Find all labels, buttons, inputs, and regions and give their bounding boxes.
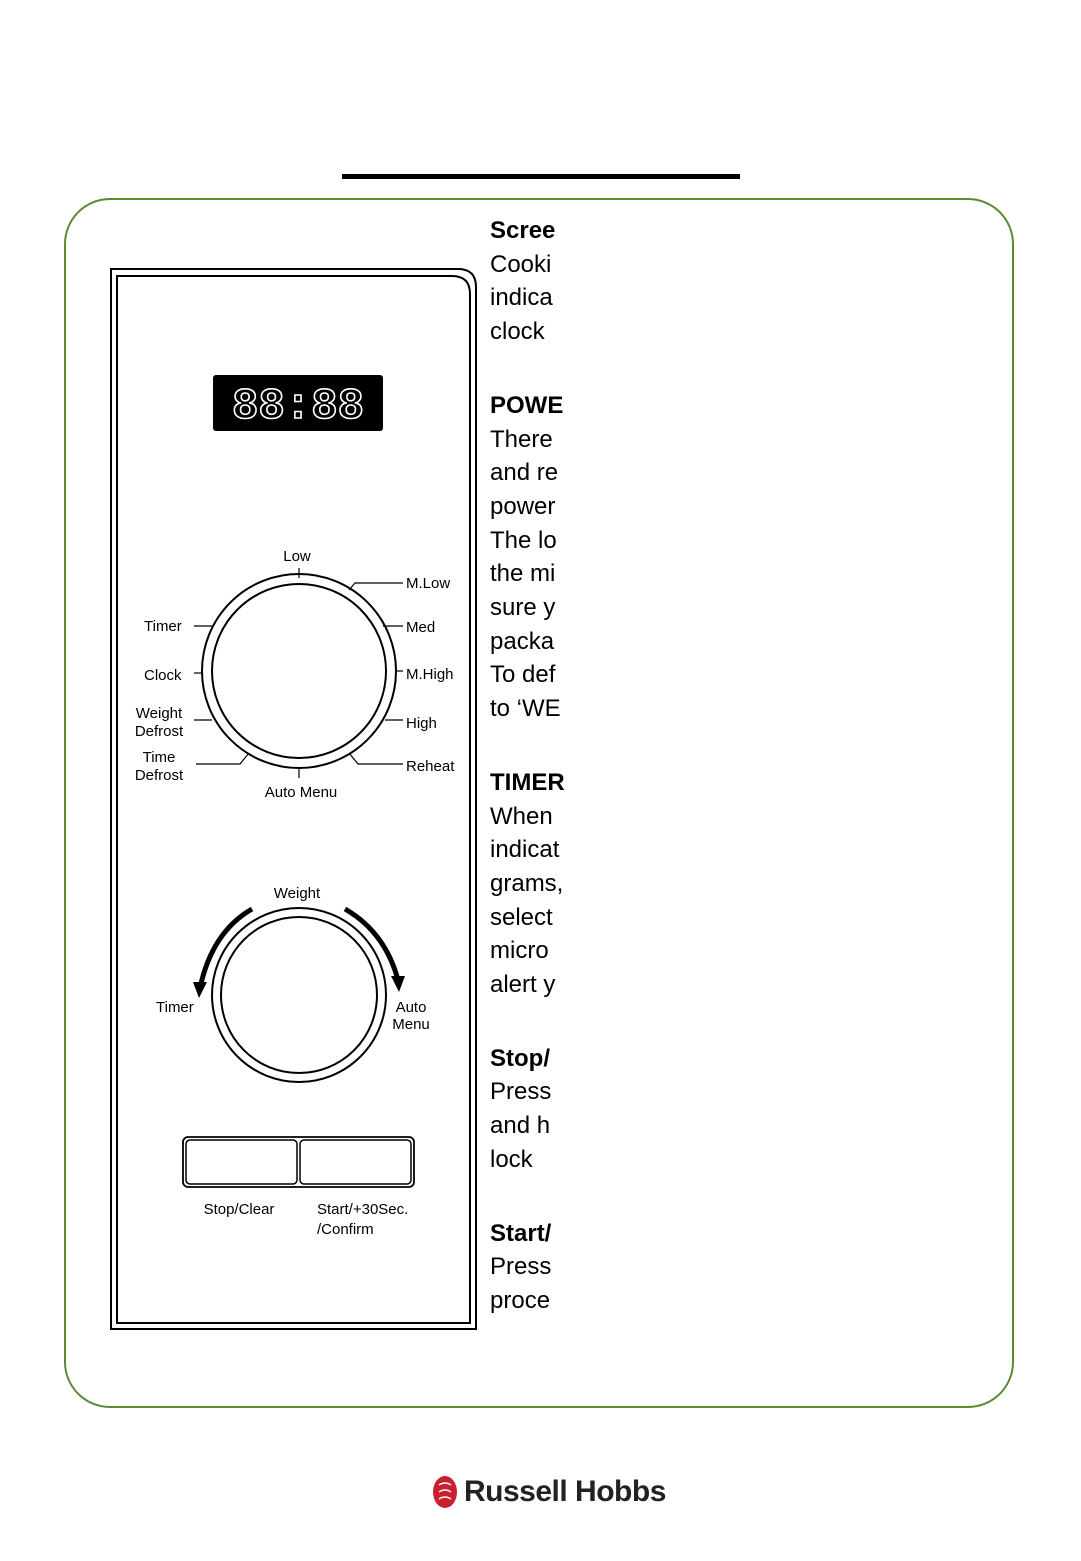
section-line: select	[490, 903, 553, 931]
power-label-reheat: Reheat	[406, 758, 455, 775]
section-line: alert y	[490, 971, 556, 999]
section-line: Press	[490, 1253, 552, 1281]
section-start	[490, 1217, 580, 1318]
section-heading: Scree	[490, 217, 556, 244]
section-line: power	[490, 492, 556, 520]
power-label-clock: Clock	[144, 667, 182, 684]
power-label-timer: Timer	[144, 618, 182, 635]
turn-right-arrow	[345, 909, 398, 980]
stop-clear-label: Stop/Clear	[203, 1201, 275, 1218]
section-screen	[490, 214, 580, 349]
dial-label-menu: Menu	[392, 1016, 430, 1033]
start-label-line-1: Start/+30Sec.	[317, 1201, 409, 1218]
section-line: and re	[490, 459, 559, 487]
power-label-med: Med	[406, 619, 436, 636]
dial-label-weight: Weight	[273, 885, 321, 902]
brand-name: Russell Hobbs	[464, 1475, 666, 1508]
timer-weight-dial[interactable]	[212, 908, 386, 1082]
section-line: to ‘WE	[490, 695, 561, 723]
power-label-time-defrost-2: Defrost	[134, 767, 184, 784]
power-label-m-high: M.High	[406, 666, 454, 683]
section-heading: TIMER	[490, 768, 565, 796]
power-label-weight-defrost-1: Weight	[135, 705, 183, 722]
power-label-weight-defrost-2: Defrost	[134, 723, 184, 740]
brand-crest-icon	[432, 1475, 458, 1509]
power-label-low: Low	[283, 548, 311, 565]
display-digits: 88:88	[231, 382, 365, 432]
section-line: clock	[490, 318, 545, 346]
turn-left-arrowhead	[193, 982, 207, 998]
section-line: Press	[490, 1078, 552, 1106]
section-heading: POWE	[490, 391, 564, 419]
section-stop	[490, 1042, 580, 1177]
dial-label-auto: Auto	[395, 999, 427, 1016]
power-label-m-low: M.Low	[406, 575, 451, 592]
section-line: grams,	[490, 869, 564, 897]
section-line: lock	[490, 1145, 533, 1173]
section-line: the mi	[490, 560, 556, 588]
section-line: To def	[490, 661, 556, 689]
section-line: The lo	[490, 526, 557, 554]
section-line: packa	[490, 627, 555, 655]
section-line: and h	[490, 1112, 551, 1140]
section-power	[490, 389, 580, 726]
power-label-high: High	[406, 715, 437, 732]
section-line: micro	[490, 937, 549, 965]
power-dial-leaders	[194, 568, 403, 778]
dial-label-timer: Timer	[156, 999, 194, 1016]
section-heading: Start/	[490, 1219, 552, 1247]
section-line: sure y	[490, 594, 556, 622]
start-label-line-2: /Confirm	[317, 1221, 374, 1238]
start-confirm-button[interactable]	[300, 1140, 411, 1184]
brand-logo	[432, 1472, 666, 1512]
section-line: When	[490, 802, 553, 830]
section-line: indica	[490, 284, 553, 312]
section-line: There	[490, 425, 553, 453]
descriptions-column	[490, 214, 580, 1318]
section-line: indicat	[490, 836, 560, 864]
section-heading: Stop/	[490, 1044, 550, 1072]
power-label-time-defrost-1: Time	[142, 749, 176, 766]
section-timer	[490, 766, 580, 1002]
button-bar-outline	[183, 1137, 414, 1187]
stop-clear-button[interactable]	[186, 1140, 297, 1184]
section-line: proce	[490, 1286, 551, 1314]
power-dial[interactable]	[202, 574, 396, 768]
section-line: Cooki	[490, 250, 552, 278]
turn-right-arrowhead	[391, 976, 405, 992]
power-label-auto-menu: Auto Menu	[264, 784, 338, 801]
